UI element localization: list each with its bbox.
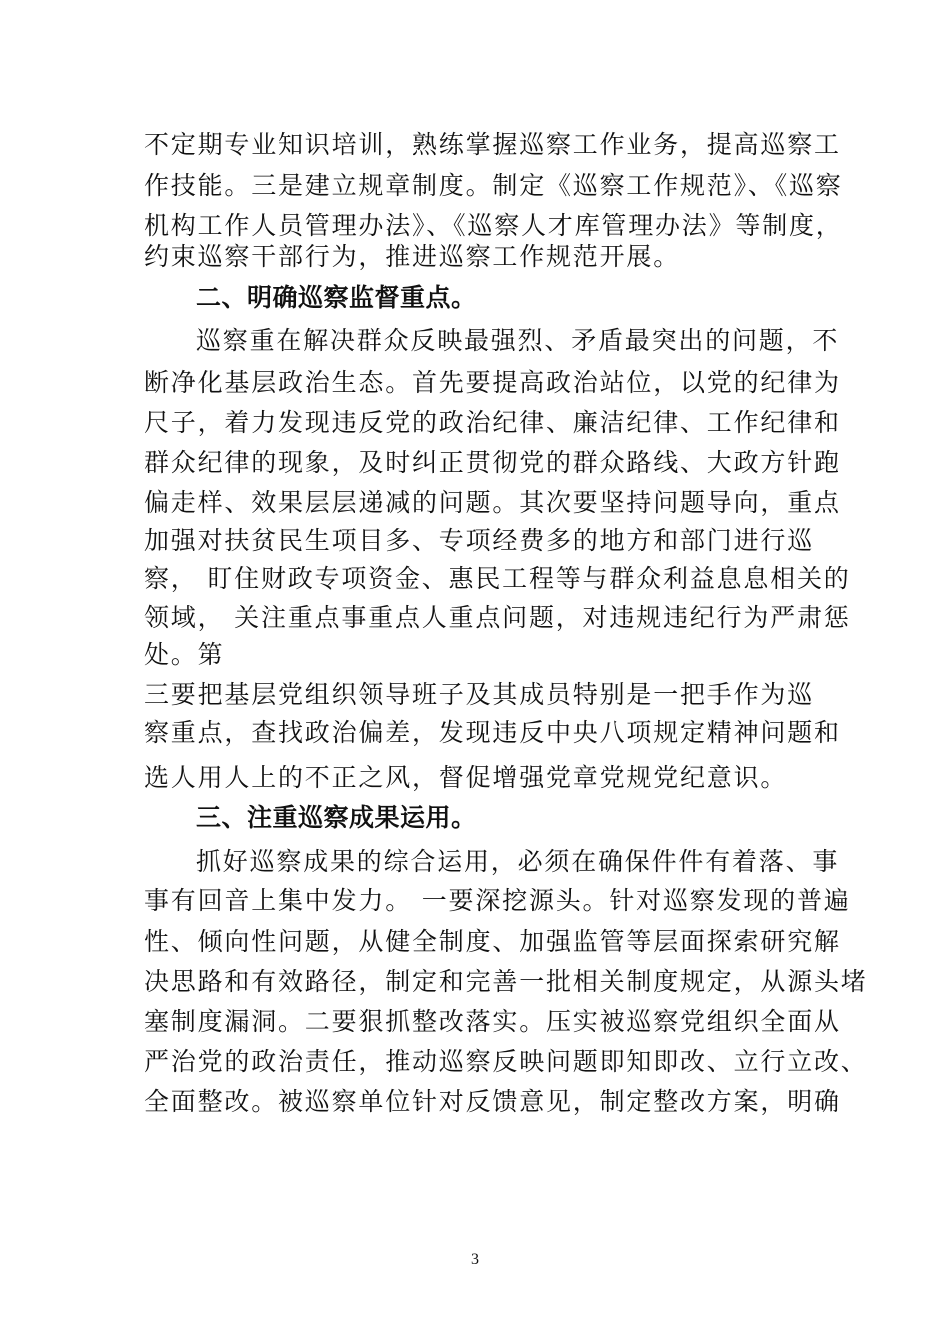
section-heading-2: 二、明确巡察监督重点。 — [196, 283, 477, 312]
body-text-line: 尺子，着力发现违反党的政治纪律、廉洁纪律、工作纪律和 — [144, 408, 841, 437]
section-heading-3: 三、注重巡察成果运用。 — [196, 803, 477, 832]
body-text-line: 群众纪律的现象，及时纠正贯彻党的群众路线、大政方针跑 — [144, 448, 841, 477]
page-number: 3 — [471, 1251, 479, 1268]
body-text-line: 察， 盯住财政专项资金、惠民工程等与群众利益息息相关的 — [144, 564, 851, 593]
body-text-line: 巡察重在解决群众反映最强烈、矛盾最突出的问题，不 — [196, 326, 840, 355]
body-text-line: 决思路和有效路径，制定和完善一批相关制度规定，从源头堵 — [144, 967, 868, 996]
body-text-line: 全面整改。被巡察单位针对反馈意见，制定整改方案，明确 — [144, 1087, 841, 1116]
body-text-line: 偏走样、效果层层递减的问题。其次要坚持问题导向，重点 — [144, 488, 841, 517]
body-text-line: 选人用人上的不正之风，督促增强党章党规党纪意识。 — [144, 763, 788, 792]
body-text-line: 塞制度漏洞。二要狠抓整改落实。压实被巡察党组织全面从 — [144, 1007, 841, 1036]
body-text-line: 不定期专业知识培训，熟练掌握巡察工作业务，提高巡察工 — [144, 130, 841, 159]
body-text-line: 领域， 关注重点事重点人重点问题，对违规违纪行为严肃惩 — [144, 603, 851, 632]
body-text-line: 约束巡察干部行为，推进巡察工作规范开展。 — [144, 242, 681, 271]
body-text-line: 断净化基层政治生态。首先要提高政治站位，以党的纪律为 — [144, 368, 841, 397]
body-text-line: 事有回音上集中发力。 一要深挖源头。针对巡察发现的普遍 — [144, 886, 851, 915]
body-text-line: 机构工作人员管理办法》、《巡察人才库管理办法》等制度， — [144, 211, 843, 240]
body-text-line: 作技能。三是建立规章制度。制定《巡察工作规范》、《巡察 — [144, 171, 843, 200]
body-text-line: 三要把基层党组织领导班子及其成员特别是一把手作为巡 — [144, 680, 815, 709]
body-text-line: 抓好巡察成果的综合运用，必须在确保件件有着落、事 — [196, 847, 840, 876]
body-text-line: 严治党的政治责任，推动巡察反映问题即知即改、立行立改、 — [144, 1047, 868, 1076]
body-text-line: 加强对扶贫民生项目多、专项经费多的地方和部门进行巡 — [144, 526, 815, 555]
body-text-line: 处。第 — [144, 640, 225, 669]
body-text-line: 察重点，查找政治偏差，发现违反中央八项规定精神问题和 — [144, 718, 841, 747]
body-text-line: 性、倾向性问题，从健全制度、加强监管等层面探索研究解 — [144, 927, 841, 956]
